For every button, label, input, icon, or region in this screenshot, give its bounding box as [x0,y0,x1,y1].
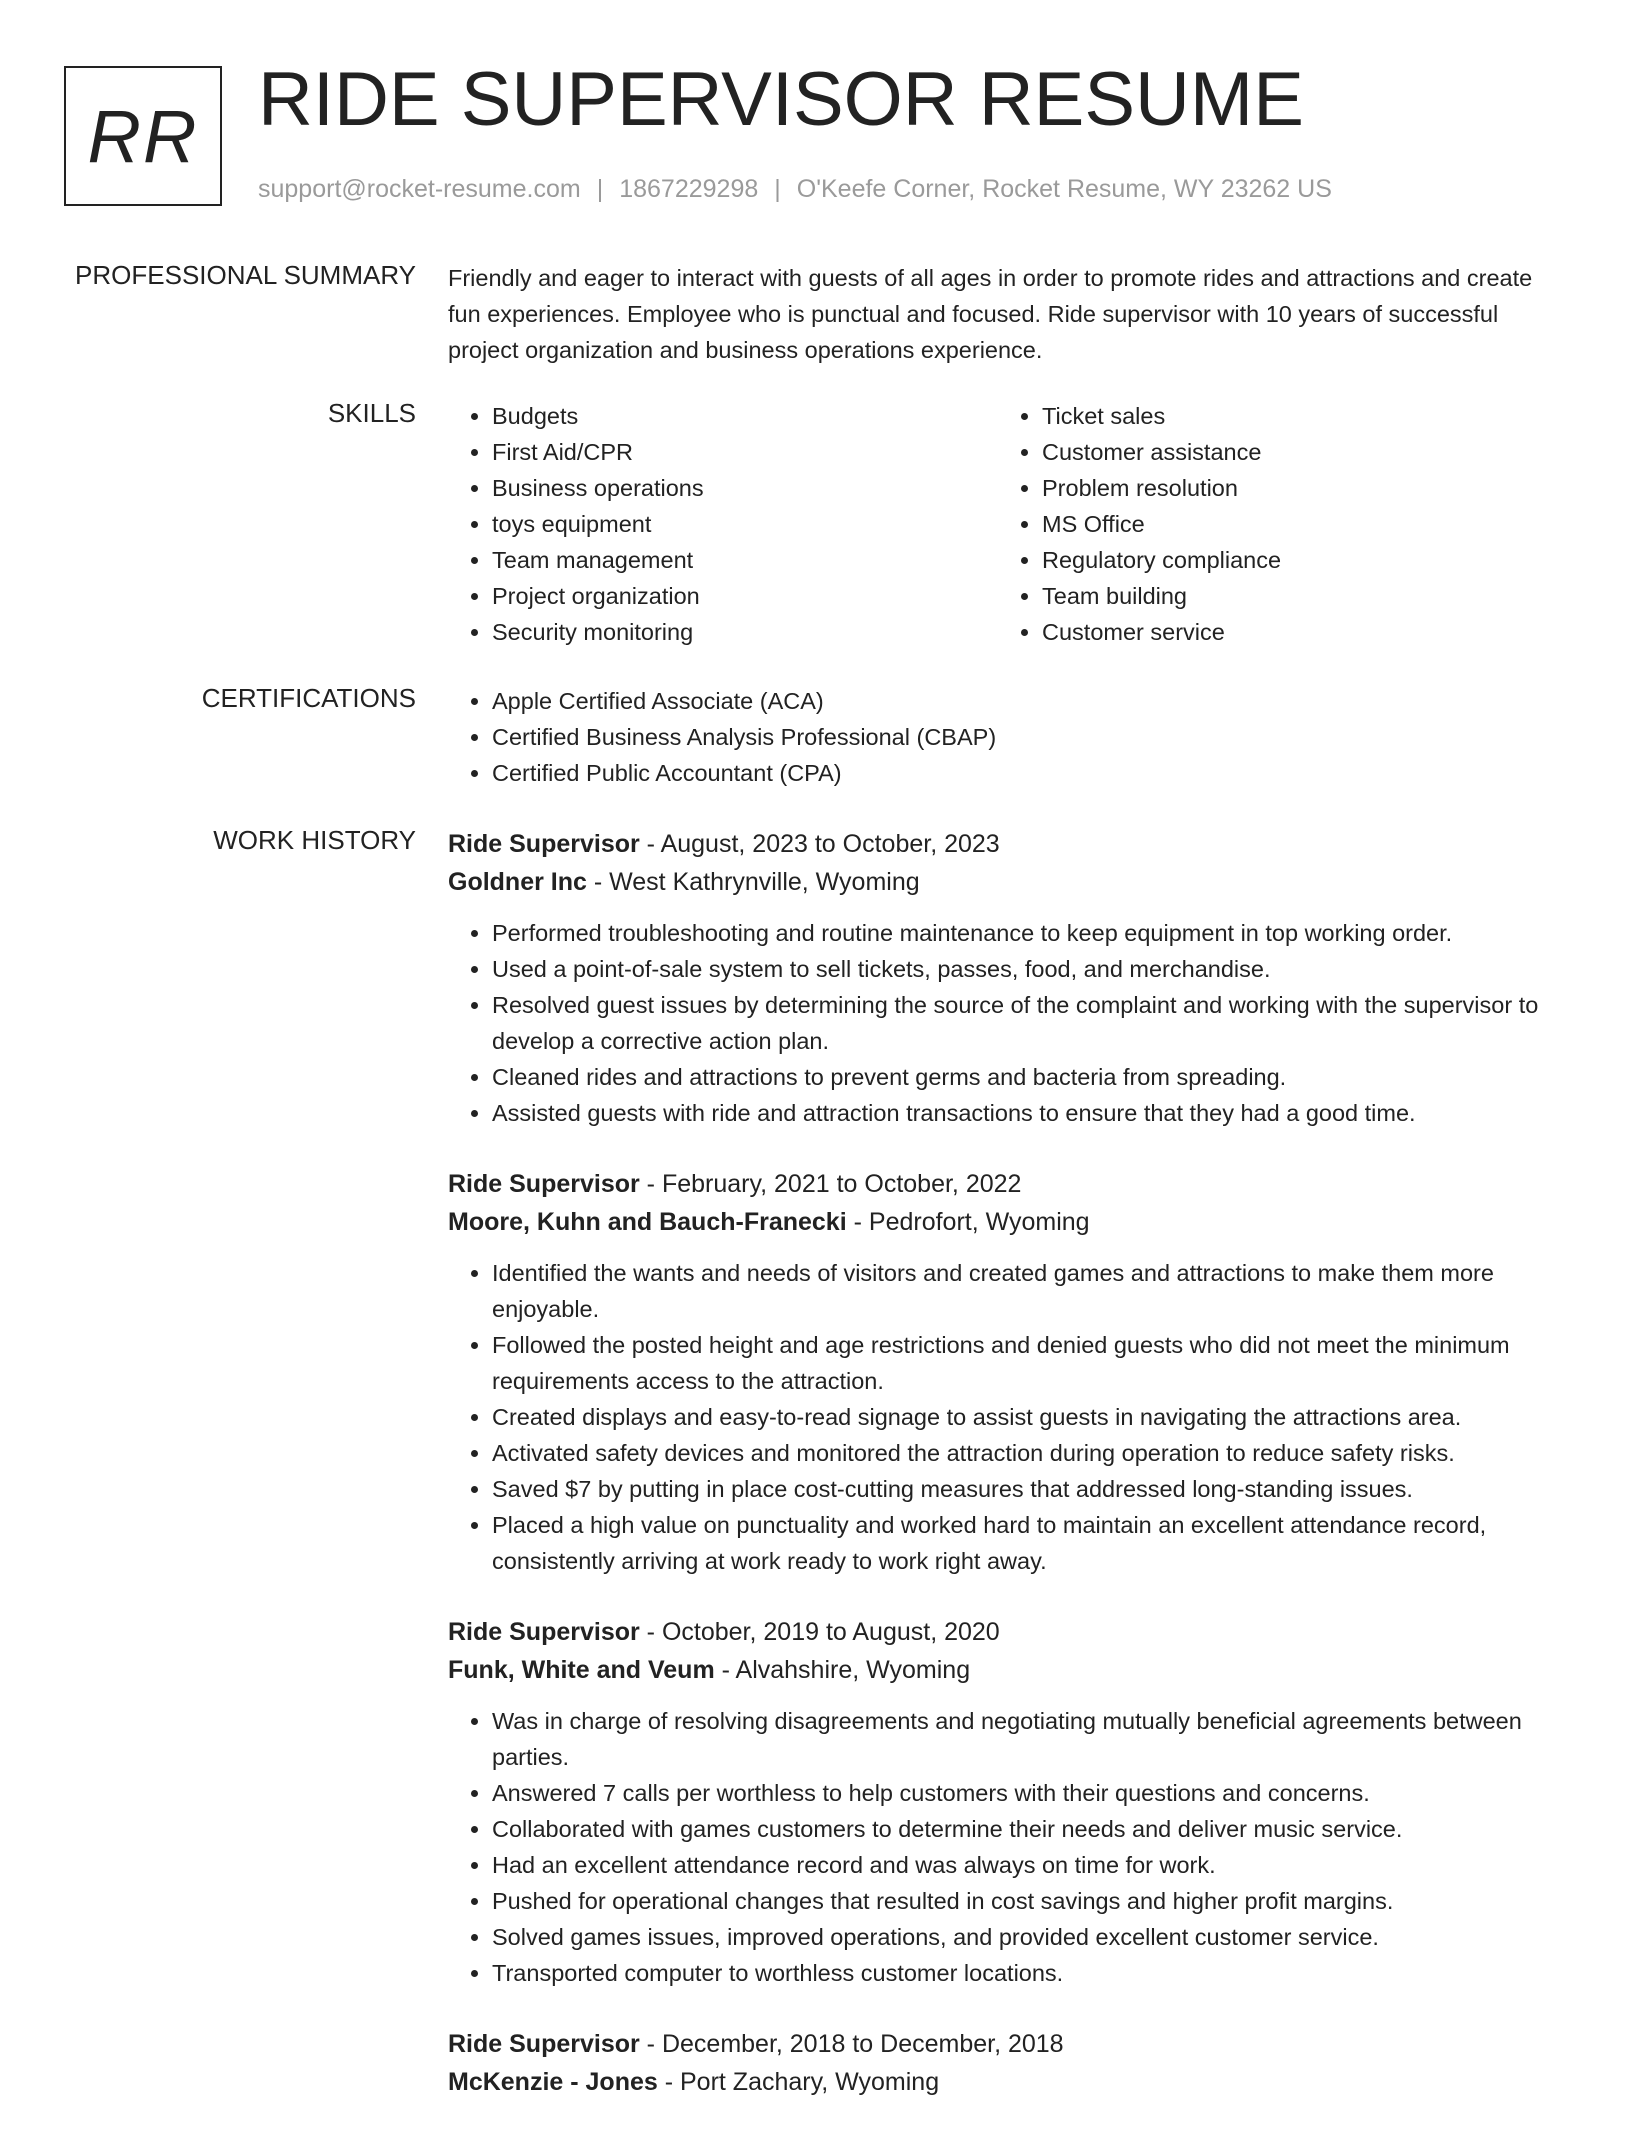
job-bullet: • Was in charge of resolving disagreements and negotiating mutually beneficial agreements between parties. [492,1703,1568,1775]
section-label-skills: SKILLS [327,398,416,428]
skill-item: • toys equipment [492,506,998,542]
job-bullet: • Placed a high value on punctuality and worked hard to maintain an excellent attendance record, consistently arriving at work ready to work right away. [492,1507,1568,1579]
job-title-line [448,1613,1568,1651]
job-company: McKenzie - Jones [448,2068,658,2096]
skills-columns [448,398,1568,650]
job-dates: - October, 2019 to August, 2020 [639,1618,1000,1646]
skills-list-left [448,398,998,650]
job-entry [448,1613,1568,1991]
skill-item: • Team building [1042,578,1548,614]
job-bullet: • Solved games issues, improved operations, and provided excellent customer service. [492,1919,1568,1955]
resume-title: RIDE SUPERVISOR RESUME [258,57,1304,142]
job-bullet: • Assisted guests with ride and attraction transactions to ensure that they had a good time. [492,1095,1568,1131]
contact-address: O'Keefe Corner, Rocket Resume, WY 23262 US [796,175,1332,203]
skill-item: • Ticket sales [1042,398,1548,434]
job-company-line [448,863,1568,901]
job-company: Funk, White and Veum [448,1656,715,1684]
certifications-list [448,683,1568,791]
job-bullet: • Cleaned rides and attractions to prevent germs and bacteria from spreading. [492,1059,1568,1095]
job-title-line [448,2025,1568,2063]
contact-phone[interactable]: 1867229298 [619,175,759,203]
job-bullet: • Resolved guest issues by determining the source of the complaint and working with the supervisor to develop a corrective action plan. [492,987,1568,1059]
job-location: - Alvahshire, Wyoming [714,1656,971,1684]
skill-item: • Team management [492,542,998,578]
job-bullet: • Followed the posted height and age restrictions and denied guests who did not meet the minimum requirements access to the attraction. [492,1327,1568,1399]
certification-item: • Certified Business Analysis Professional (CBAP) [492,719,1568,755]
job-title: Ride Supervisor [448,2030,640,2058]
certification-item: • Apple Certified Associate (ACA) [492,683,1568,719]
skill-item: • First Aid/CPR [492,434,998,470]
job-company-line [448,1203,1568,1241]
monogram-logo: RR [64,66,222,206]
job-company-line [448,1651,1568,1689]
job-bullet: • Had an excellent attendance record and was always on time for work. [492,1847,1568,1883]
skill-item: • Problem resolution [1042,470,1548,506]
skill-item: • Business operations [492,470,998,506]
job-bullet: • Created displays and easy-to-read signage to assist guests in navigating the attractions area. [492,1399,1568,1435]
job-title-line [448,825,1568,863]
skill-item: • Customer assistance [1042,434,1548,470]
contact-separator: | [774,175,781,203]
certification-item: • Certified Public Accountant (CPA) [492,755,1568,791]
job-entry [448,825,1568,1131]
skill-item: • Project organization [492,578,998,614]
contact-email[interactable]: support@rocket-resume.com [258,175,581,203]
skill-item: • MS Office [1042,506,1548,542]
job-entry [448,2025,1568,2101]
job-company-line [448,2063,1568,2101]
job-title-line [448,1165,1568,1203]
section-label-summary: PROFESSIONAL SUMMARY [75,260,416,290]
job-location: - West Kathrynville, Wyoming [586,868,920,896]
job-title: Ride Supervisor [448,1170,640,1198]
job-bullet: • Used a point-of-sale system to sell tickets, passes, food, and merchandise. [492,951,1568,987]
job-bullet: • Activated safety devices and monitored the attraction during operation to reduce safety risks. [492,1435,1568,1471]
job-company: Goldner Inc [448,868,587,896]
job-bullet: • Performed troubleshooting and routine maintenance to keep equipment in top working order. [492,915,1568,951]
job-bullet: • Identified the wants and needs of visitors and created games and attractions to make them more enjoyable. [492,1255,1568,1327]
summary-text: Friendly and eager to interact with guests of all ages in order to promote rides and attractions and create fun experiences. Employee who is punctual and focused. Ride supervisor with 10 years of successful project organization and business operations experience. [448,265,1533,363]
job-bullet: • Pushed for operational changes that resulted in cost savings and higher profit margins. [492,1883,1568,1919]
job-bullets [448,1703,1568,1991]
job-bullet: • Collaborated with games customers to determine their needs and deliver music service. [492,1811,1568,1847]
section-label-work-history: WORK HISTORY [213,825,416,855]
skill-item: • Regulatory compliance [1042,542,1548,578]
job-bullet: • Transported computer to worthless customer locations. [492,1955,1568,1991]
job-dates: - February, 2021 to October, 2022 [639,1170,1022,1198]
job-dates: - December, 2018 to December, 2018 [639,2030,1064,2058]
job-location: - Port Zachary, Wyoming [657,2068,940,2096]
work-history-body [448,825,1568,2135]
skills-list-right [998,398,1548,650]
job-location: - Pedrofort, Wyoming [846,1208,1090,1236]
contact-line [258,175,1332,204]
skill-item: • Budgets [492,398,998,434]
job-dates: - August, 2023 to October, 2023 [639,830,1000,858]
job-title: Ride Supervisor [448,830,640,858]
section-label-certifications: CERTIFICATIONS [201,683,416,713]
contact-separator: | [596,175,604,203]
job-bullet: • Saved $7 by putting in place cost-cutting measures that addressed long-standing issues. [492,1471,1568,1507]
job-bullet: • Answered 7 calls per worthless to help customers with their questions and concerns. [492,1775,1568,1811]
skill-item: • Customer service [1042,614,1548,650]
job-title: Ride Supervisor [448,1618,640,1646]
job-bullets [448,915,1568,1131]
job-entry [448,1165,1568,1579]
skill-item: • Security monitoring [492,614,998,650]
job-company: Moore, Kuhn and Bauch-Franecki [448,1208,847,1236]
job-bullets [448,1255,1568,1579]
certifications-body [448,683,1568,791]
